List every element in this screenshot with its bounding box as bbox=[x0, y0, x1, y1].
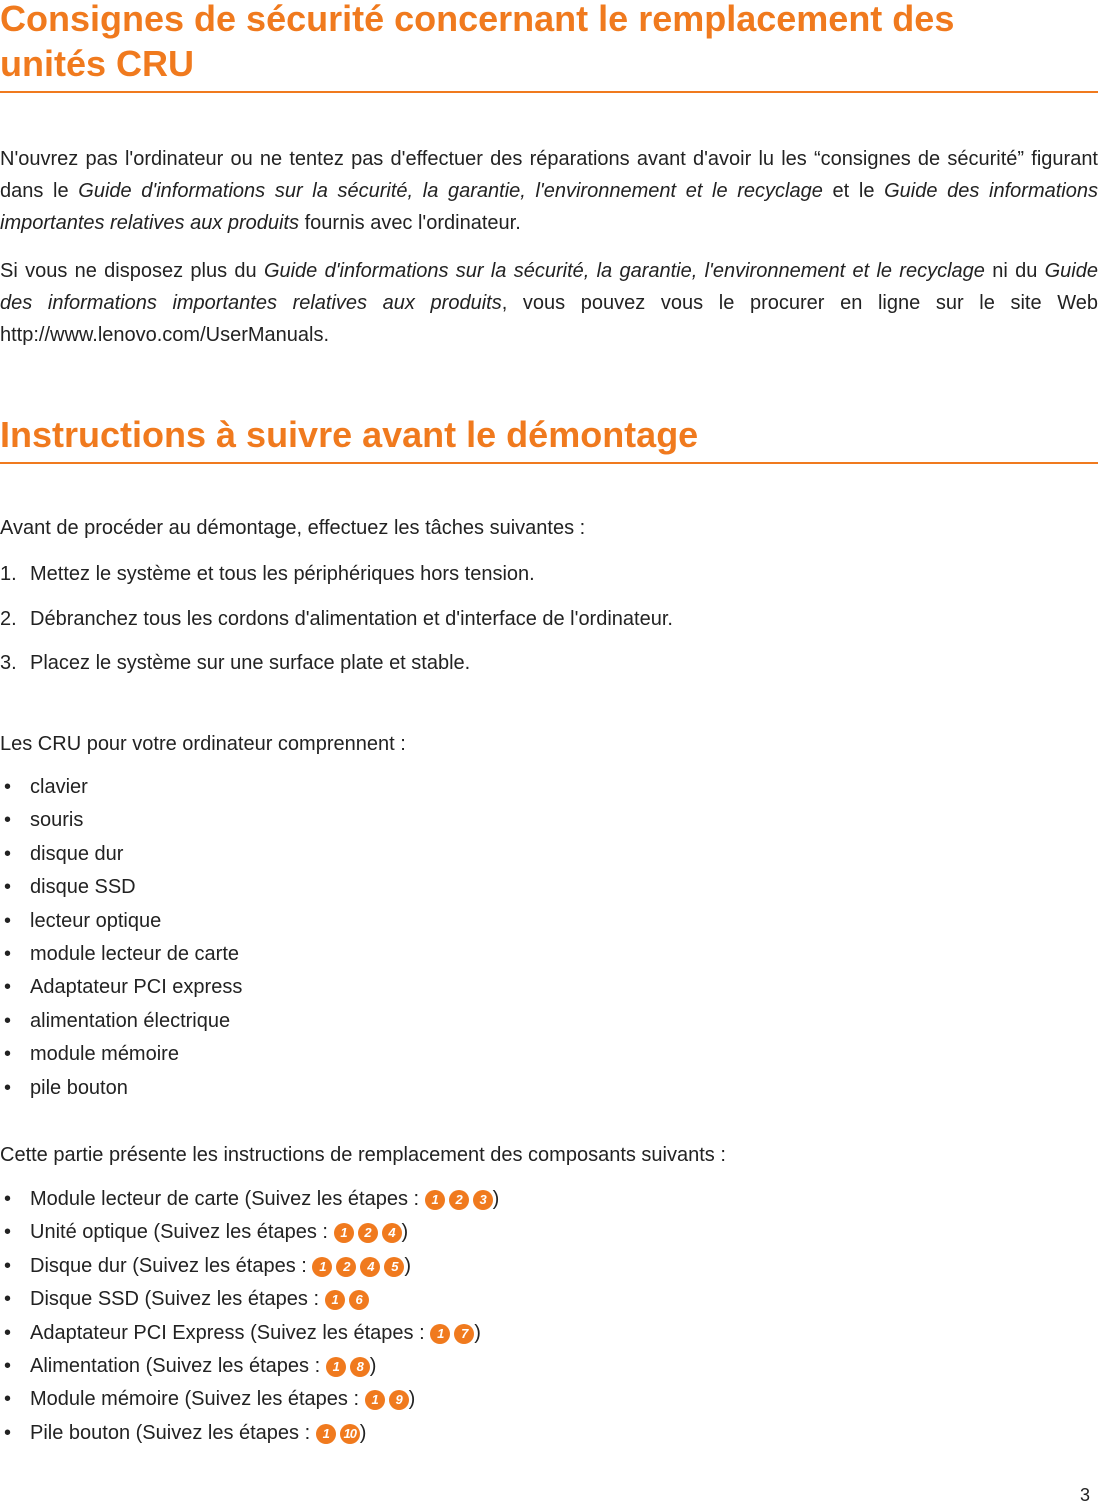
title-rule bbox=[0, 91, 1098, 93]
replace-item-text bbox=[30, 1352, 376, 1380]
step-badges bbox=[325, 1288, 369, 1310]
replace-item-label: Unité optique (Suivez les étapes : bbox=[30, 1221, 334, 1244]
bullet: • bbox=[4, 776, 12, 798]
cru-item-text: module lecteur de carte bbox=[30, 943, 240, 965]
step-badges bbox=[312, 1255, 404, 1277]
bullet: • bbox=[4, 1221, 12, 1244]
replace-item-text bbox=[30, 1252, 411, 1280]
step-number-badge: 1 bbox=[430, 1324, 450, 1344]
step-number-badge: 4 bbox=[382, 1223, 402, 1243]
replace-item-label: Disque dur (Suivez les étapes : bbox=[30, 1254, 313, 1277]
step-number-badge: 1 bbox=[312, 1257, 332, 1277]
replace-item-text bbox=[30, 1319, 481, 1347]
bullet: • bbox=[4, 1009, 12, 1032]
step-badges bbox=[430, 1322, 474, 1344]
cru-item-text: disque SSD bbox=[30, 876, 136, 899]
replace-item-label: Pile bouton (Suivez les étapes : bbox=[30, 1421, 316, 1444]
bullet: • bbox=[4, 1076, 12, 1099]
replace-intro: Cette partie présente les instructions de remplacement des composants suivants : bbox=[0, 1144, 726, 1166]
step-number-badge: 8 bbox=[350, 1357, 370, 1377]
step-number-badge: 5 bbox=[384, 1257, 404, 1277]
step-number-badge: 2 bbox=[449, 1190, 469, 1210]
guide-safety-title: Guide d'informations sur la sécurité, la garantie, l'environnement et le recyclage bbox=[263, 260, 985, 282]
bullet: • bbox=[4, 1043, 12, 1066]
close-paren: ) bbox=[401, 1221, 409, 1244]
bullet: • bbox=[4, 943, 12, 965]
cru-item-text: clavier bbox=[30, 776, 88, 798]
cru-item-text: alimentation électrique bbox=[30, 1009, 231, 1032]
step-number-badge: 1 bbox=[365, 1390, 385, 1410]
cru-item-text: lecteur optique bbox=[30, 909, 162, 932]
cru-item-text: souris bbox=[30, 809, 84, 832]
step-number-badge: 3 bbox=[473, 1190, 493, 1210]
step-number-badge: 10 bbox=[340, 1424, 360, 1444]
title-rule bbox=[0, 462, 1098, 464]
step-number-badge: 2 bbox=[336, 1257, 356, 1277]
section-title-safety bbox=[0, 0, 1098, 86]
close-paren: ) bbox=[359, 1421, 367, 1444]
replace-item-label: Module mémoire (Suivez les étapes : bbox=[30, 1388, 365, 1411]
close-paren: ) bbox=[492, 1188, 500, 1210]
step-number-badge: 4 bbox=[360, 1257, 380, 1277]
cru-item-text: Adaptateur PCI express bbox=[30, 976, 243, 999]
bullet: • bbox=[4, 1254, 12, 1277]
bullet: • bbox=[4, 809, 12, 832]
step-number: 3. bbox=[0, 652, 17, 674]
guide-products-title: Guide des informations importantes relatives aux produits bbox=[0, 180, 1098, 234]
safety-paragraph-2: Si vous ne disposez plus du Guide d'informations sur la sécurité, la garantie, l'environnement et le recyclage ni du Guide des informations importantes relatives aux produits, vous pouvez vous le procurer en ligne sur le site Web http://www.lenovo.com/UserManuals. bbox=[0, 260, 1098, 346]
close-paren: ) bbox=[408, 1388, 416, 1411]
page-number: 3 bbox=[1079, 1485, 1090, 1505]
step-number-badge: 1 bbox=[325, 1290, 345, 1310]
section-title-line1: Consignes de sécurité concernant le remplacement des bbox=[0, 0, 955, 39]
replace-item-text bbox=[30, 1218, 408, 1246]
step-number-badge: 1 bbox=[316, 1424, 336, 1444]
step-badges bbox=[425, 1188, 493, 1210]
step-number-badge: 1 bbox=[425, 1190, 445, 1210]
bullet: • bbox=[4, 1355, 12, 1377]
section-title-disassembly: Instructions à suivre avant le démontage bbox=[0, 414, 699, 455]
bullet: • bbox=[4, 842, 12, 865]
close-paren: ) bbox=[404, 1254, 412, 1277]
step-text: Mettez le système et tous les périphériques hors tension. bbox=[30, 563, 535, 585]
replace-item-label: Module lecteur de carte (Suivez les étapes : bbox=[30, 1188, 425, 1210]
replace-item-text bbox=[30, 1419, 366, 1447]
close-paren: ) bbox=[474, 1321, 481, 1344]
replace-item-label: Alimentation (Suivez les étapes : bbox=[30, 1355, 326, 1377]
close-paren: ) bbox=[369, 1355, 377, 1377]
bullet: • bbox=[4, 1388, 12, 1411]
step-number-badge: 7 bbox=[454, 1324, 474, 1344]
bullet: • bbox=[4, 1421, 12, 1444]
replace-item-label: Adaptateur PCI Express (Suivez les étapes : bbox=[30, 1321, 431, 1344]
replace-item-text bbox=[30, 1285, 369, 1313]
step-text: Placez le système sur une surface plate et stable. bbox=[30, 652, 471, 674]
bullet: • bbox=[4, 876, 12, 899]
cru-item-text: disque dur bbox=[30, 842, 124, 865]
step-badges bbox=[365, 1388, 409, 1410]
cru-item-text: module mémoire bbox=[30, 1043, 179, 1066]
step-badges bbox=[326, 1355, 370, 1377]
step-number-badge: 9 bbox=[389, 1390, 409, 1410]
step-number: 2. bbox=[0, 608, 17, 630]
cru-item-text: pile bouton bbox=[30, 1076, 128, 1099]
bullet: • bbox=[4, 976, 12, 999]
bullet: • bbox=[4, 1288, 12, 1311]
step-number-badge: 1 bbox=[326, 1357, 346, 1377]
guide-safety-title: Guide d'informations sur la sécurité, la garantie, l'environnement et le recyclage bbox=[78, 180, 823, 202]
bullet: • bbox=[4, 909, 12, 932]
step-number-badge: 2 bbox=[358, 1223, 378, 1243]
bullet: • bbox=[4, 1188, 12, 1210]
step-badges bbox=[316, 1422, 360, 1444]
cru-intro: Les CRU pour votre ordinateur comprennent : bbox=[0, 733, 406, 755]
replace-item-text bbox=[30, 1185, 499, 1213]
bullet: • bbox=[4, 1321, 12, 1344]
step-number: 1. bbox=[0, 563, 17, 585]
disassembly-intro: Avant de procéder au démontage, effectuez les tâches suivantes : bbox=[0, 517, 586, 539]
step-number-badge: 6 bbox=[349, 1290, 369, 1310]
step-number-badge: 1 bbox=[334, 1223, 354, 1243]
step-badges bbox=[334, 1221, 402, 1243]
replace-item-text bbox=[30, 1385, 415, 1413]
step-text: Débranchez tous les cordons d'alimentation et d'interface de l'ordinateur. bbox=[30, 608, 673, 630]
safety-paragraph-1: N'ouvrez pas l'ordinateur ou ne tentez pas d'effectuer des réparations avant d'avoir lu les “consignes de sécurité” figurant dans le Guide d'informations sur la sécurité, la garantie, l'environnement et le recyclage et le Guide des informations importantes relatives aux produits fournis avec l'ordinateur. bbox=[0, 148, 1098, 234]
replace-item-label: Disque SSD (Suivez les étapes : bbox=[30, 1288, 325, 1311]
guide-products-title: Guide des informations importantes relatives aux produits bbox=[0, 260, 1098, 314]
section-title-line2: unités CRU bbox=[0, 43, 195, 84]
